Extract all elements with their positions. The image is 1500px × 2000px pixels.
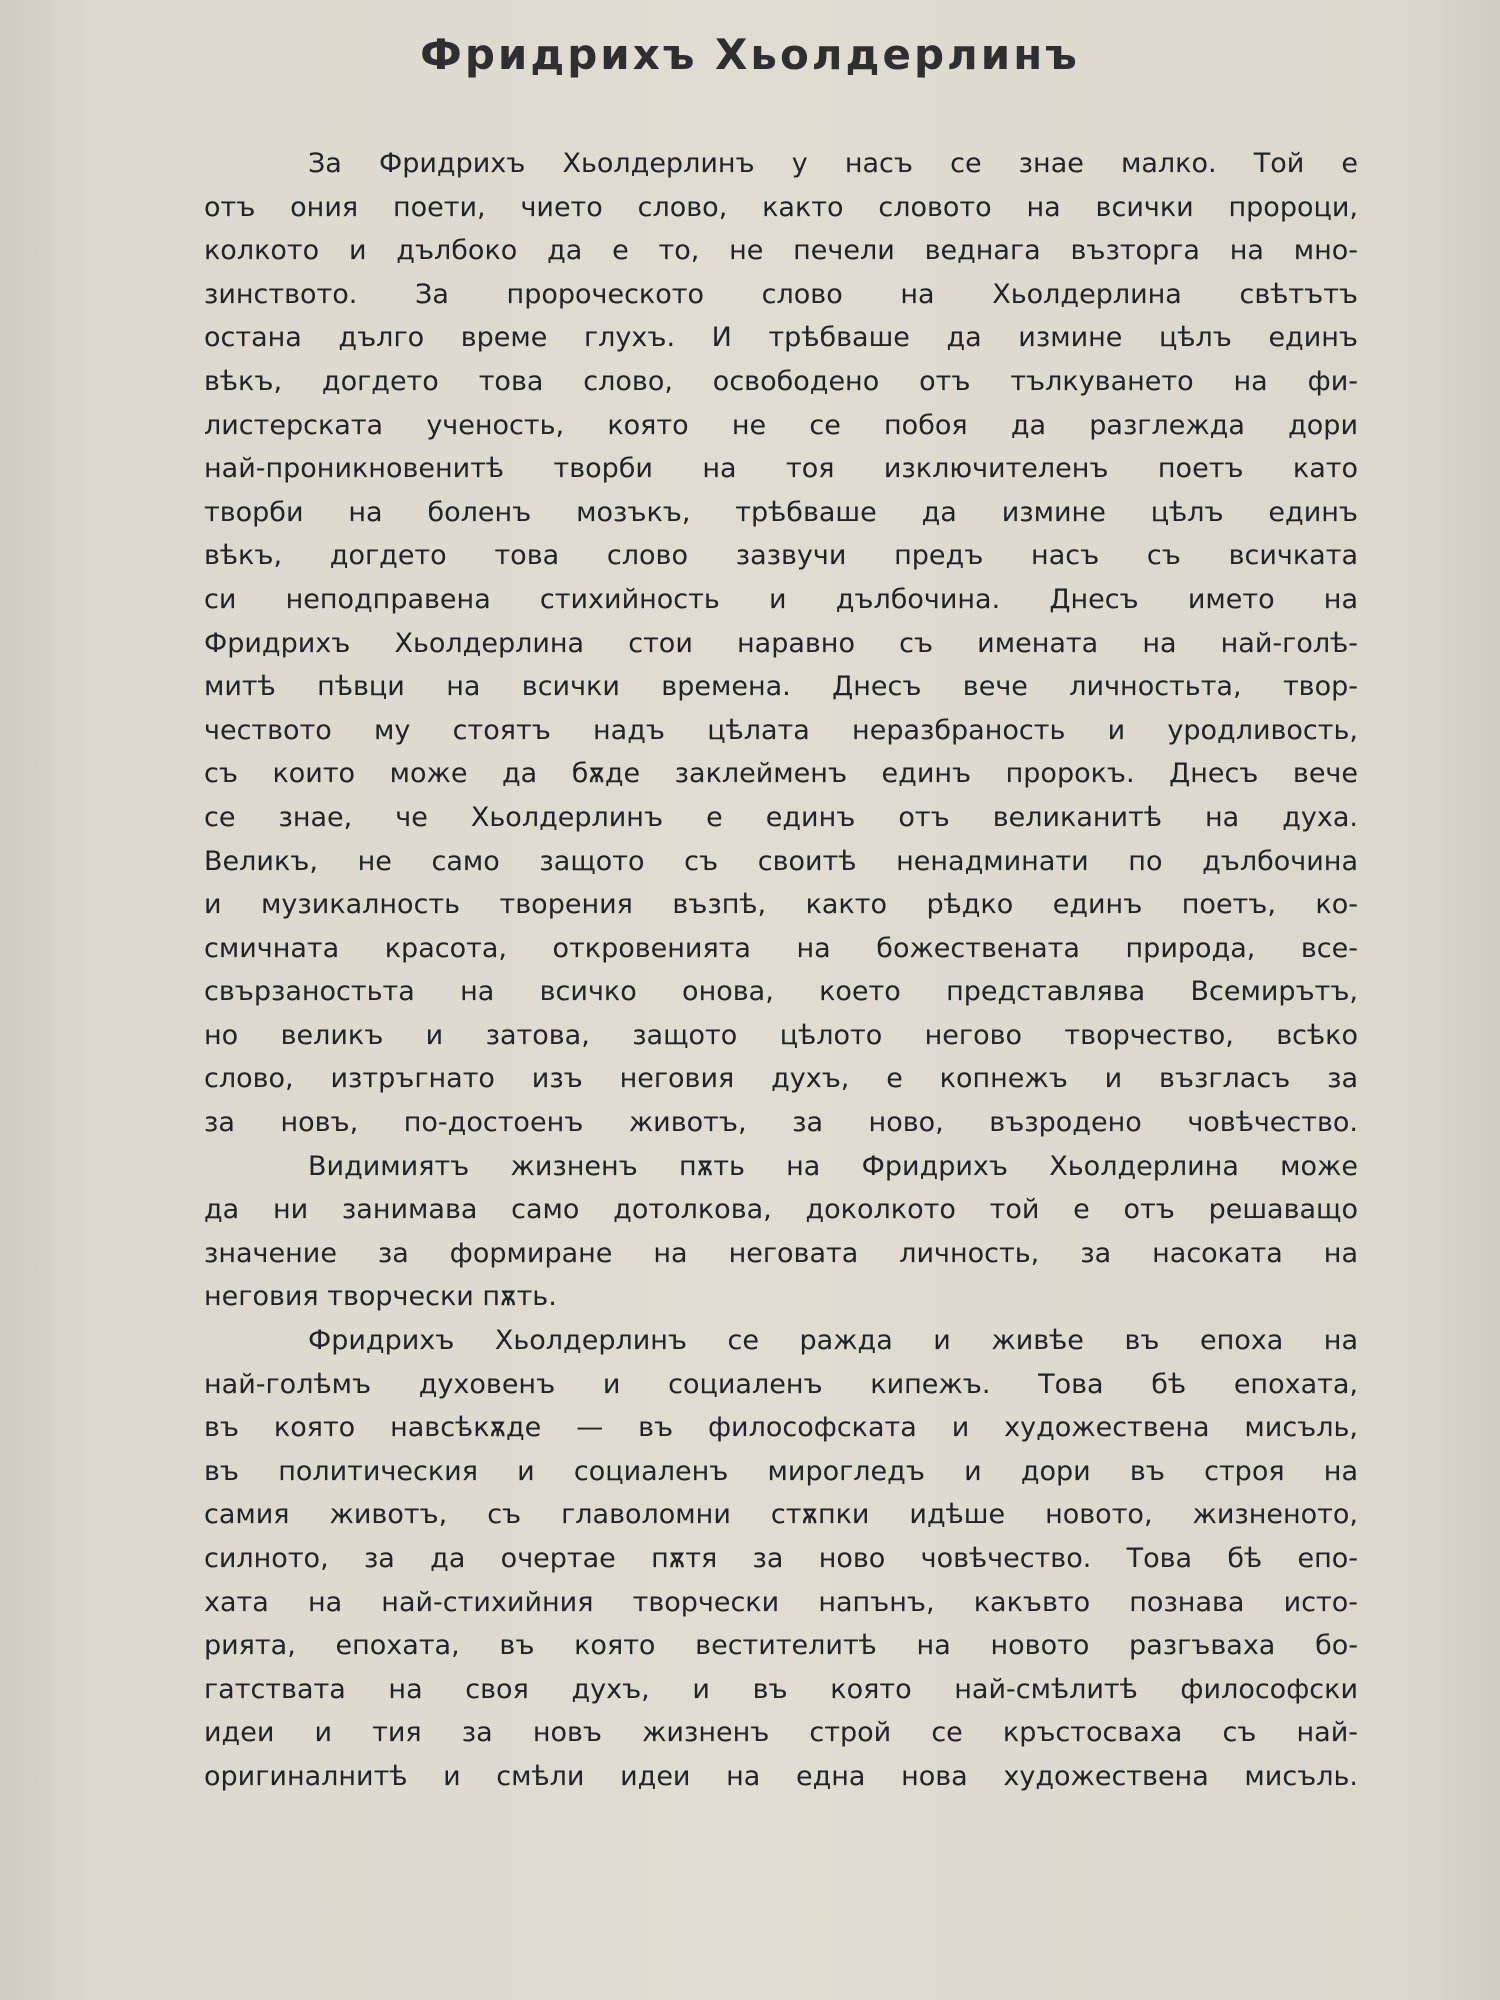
text-line: най-голѣмъ духовенъ и социаленъ кипежъ. Това бѣ епохата,	[204, 1368, 1358, 1400]
text-line: свързаностьта на всичко онова, което представлява Всемирътъ,	[204, 976, 1358, 1008]
text-line: зинството. За пророческото слово на Хьолдерлина свѣтътъ	[204, 278, 1358, 310]
text-line: Фридрихъ Хьолдерлинъ се ражда и живѣе въ епоха на	[308, 1325, 1358, 1357]
text-line: за новъ, по-достоенъ животъ, за ново, възродено човѣчество.	[204, 1107, 1358, 1139]
text-line: Великъ, не само защото съ своитѣ ненадминати по дълбочина	[204, 845, 1358, 877]
text-line: рията, епохата, въ която вестителитѣ на новото разгъваха бо-	[204, 1630, 1358, 1662]
text-line: слово, изтръгнато изъ неговия духъ, е копнежъ и възгласъ за	[204, 1063, 1358, 1095]
text-line: отъ ония поети, чието слово, както словото на всички пророци,	[204, 191, 1358, 223]
body-text	[204, 142, 1358, 1799]
text-line: оригиналнитѣ и смѣли идеи на една нова художествена мисъль.	[204, 1760, 1358, 1792]
text-line: самия животъ, съ главоломни стѫпки идѣше новото, жизненото,	[204, 1499, 1358, 1531]
text-line: да ни занимава само дотолкова, доколкото той е отъ решаващо	[204, 1194, 1358, 1226]
text-line: творби на боленъ мозъкъ, трѣбваше да измине цѣлъ единъ	[204, 496, 1358, 528]
text-line: но великъ и затова, защото цѣлото негово творчество, всѣко	[204, 1019, 1358, 1051]
paragraph-3	[204, 1319, 1358, 1799]
text-line: Видимиятъ жизненъ пѫть на Фридрихъ Хьолдерлина може	[308, 1150, 1358, 1182]
text-line: въ която навсѣкѫде — въ философската и художествена мисъль,	[204, 1412, 1358, 1444]
text-line: остана дълго време глухъ. И трѣбваше да измине цѣлъ единъ	[204, 322, 1358, 354]
text-line: митѣ пѣвци на всички времена. Днесъ вече личностьта, твор-	[204, 671, 1358, 703]
text-line: значение за формиране на неговата личность, за насоката на	[204, 1237, 1358, 1269]
text-line: силното, за да очертае пѫтя за ново човѣчество. Това бѣ епо-	[204, 1543, 1358, 1574]
text-line: смичната красота, откровенията на божествената природа, все-	[204, 932, 1358, 964]
text-line: неговия творчески пѫть.	[204, 1281, 557, 1313]
text-line: най-проникновенитѣ творби на тоя изключителенъ поетъ като	[204, 453, 1358, 485]
text-line: въ политическия и социаленъ мирогледъ и дори въ строя на	[204, 1455, 1358, 1487]
text-line: си неподправена стихийность и дълбочина. Днесъ името на	[204, 583, 1358, 615]
text-line: Фридрихъ Хьолдерлина стои наравно съ имената на най-голѣ-	[204, 627, 1358, 659]
text-line: колкото и дълбоко да е то, не печели веднага възторга на мно-	[204, 235, 1358, 267]
text-line: вѣкъ, догдето това слово, освободено отъ тълкуването на фи-	[204, 365, 1358, 397]
text-line: За Фридрихъ Хьолдерлинъ у насъ се знае малко. Той е	[308, 148, 1358, 179]
text-line: и музикалность творения възпѣ, както рѣдко единъ поетъ, ко-	[204, 889, 1358, 921]
text-line: гатствата на своя духъ, и въ която най-смѣлитѣ философски	[204, 1673, 1358, 1705]
text-line: съ които може да бѫде заклейменъ единъ пророкъ. Днесъ вече	[204, 758, 1358, 790]
text-line: идеи и тия за новъ жизненъ строй се кръстосваха съ най-	[204, 1717, 1358, 1749]
text-line: листерската ученость, която не се побоя да разглежда дори	[204, 409, 1358, 441]
text-line: вѣкъ, догдето това слово зазвучи предъ насъ съ всичката	[204, 540, 1358, 572]
page-title: Фридрихъ Хьолдерлинъ	[420, 30, 1080, 79]
paragraph-2	[204, 1145, 1358, 1319]
text-line: чеството му стоятъ надъ цѣлата неразбраность и уродливость,	[204, 714, 1358, 746]
text-line: се знае, че Хьолдерлинъ е единъ отъ великанитѣ на духа.	[204, 801, 1358, 833]
text-line: хата на най-стихийния творчески напънъ, какъвто познава исто-	[204, 1586, 1358, 1618]
paragraph-1	[204, 142, 1358, 1145]
